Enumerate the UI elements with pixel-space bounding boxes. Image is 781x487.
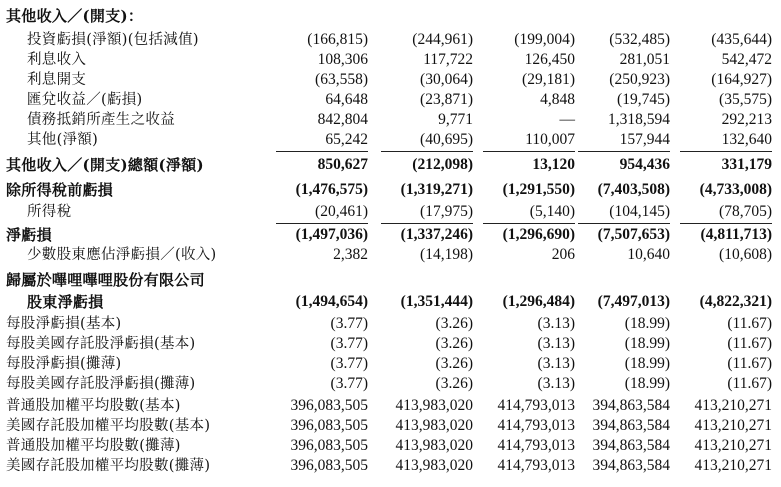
value-cell: 413,983,020 bbox=[395, 397, 473, 414]
value-cell: (3.13) bbox=[537, 355, 575, 372]
subtotal-rule bbox=[680, 223, 772, 224]
value-cell: (18.99) bbox=[624, 315, 670, 332]
value-cell: 842,804 bbox=[317, 111, 368, 128]
row-label: 普通股加權平均股數(基本) bbox=[6, 398, 181, 414]
value-cell: 413,210,271 bbox=[694, 417, 772, 434]
value-cell: (1,291,550) bbox=[502, 181, 575, 198]
value-cell: (18.99) bbox=[624, 355, 670, 372]
value-cell: (11.67) bbox=[727, 355, 772, 372]
value-cell: 13,120 bbox=[532, 156, 575, 173]
value-cell: 396,083,505 bbox=[290, 397, 368, 414]
value-cell: 65,242 bbox=[325, 131, 368, 148]
value-cell: (1,494,654) bbox=[295, 293, 368, 310]
value-cell: 10,640 bbox=[627, 246, 670, 263]
value-cell: 4,848 bbox=[540, 91, 575, 108]
value-cell: 394,863,584 bbox=[592, 397, 670, 414]
value-cell: (3.26) bbox=[435, 355, 473, 372]
table-row bbox=[0, 110, 781, 130]
value-cell: (78,705) bbox=[719, 203, 772, 220]
value-cell: (3.77) bbox=[330, 335, 368, 352]
value-cell: (23,871) bbox=[420, 91, 473, 108]
value-cell: 413,983,020 bbox=[395, 437, 473, 454]
row-label: 除所得稅前虧損 bbox=[6, 181, 114, 199]
row-label: 每股美國存託股淨虧損(攤薄) bbox=[6, 376, 196, 392]
value-cell: 413,210,271 bbox=[694, 437, 772, 454]
value-cell: 396,083,505 bbox=[290, 437, 368, 454]
value-cell: (212,098) bbox=[412, 156, 473, 173]
subtotal-rule bbox=[578, 223, 670, 224]
value-cell: — bbox=[559, 111, 575, 128]
row-label: 每股淨虧損(攤薄) bbox=[6, 356, 122, 372]
value-cell: (19,745) bbox=[617, 91, 670, 108]
value-cell: 1,318,594 bbox=[608, 111, 670, 128]
value-cell: 414,793,013 bbox=[497, 457, 575, 474]
table-row bbox=[0, 374, 781, 394]
value-cell: (4,733,008) bbox=[699, 181, 772, 198]
row-label: 其他(淨額) bbox=[27, 132, 99, 148]
row-label: 利息開支 bbox=[27, 72, 87, 88]
subtotal-rule bbox=[381, 223, 473, 224]
value-cell: (1,351,444) bbox=[400, 293, 473, 310]
value-cell: (250,923) bbox=[609, 71, 670, 88]
value-cell: (18.99) bbox=[624, 375, 670, 392]
value-cell: 108,306 bbox=[317, 51, 368, 68]
row-label: 所得稅 bbox=[27, 204, 72, 220]
row-label: 其他收入／(開支)總額(淨額) bbox=[6, 156, 204, 174]
value-cell: (3.77) bbox=[330, 315, 368, 332]
value-cell: 413,983,020 bbox=[395, 417, 473, 434]
subtotal-rule bbox=[578, 151, 670, 152]
value-cell: 126,450 bbox=[524, 51, 575, 68]
value-cell: (11.67) bbox=[727, 335, 772, 352]
value-cell: (244,961) bbox=[412, 31, 473, 48]
subtotal-rule bbox=[483, 223, 575, 224]
subtotal-rule bbox=[381, 151, 473, 152]
value-cell: (10,608) bbox=[719, 246, 772, 263]
table-row bbox=[0, 90, 781, 110]
row-label: 普通股加權平均股數(攤薄) bbox=[6, 438, 181, 454]
subtotal-rule bbox=[680, 151, 772, 152]
row-label: 每股淨虧損(基本) bbox=[6, 316, 122, 332]
value-cell: (3.77) bbox=[330, 375, 368, 392]
row-label: 匯兌收益／(虧損) bbox=[27, 92, 143, 108]
section-header: 其他收入／(開支)： bbox=[6, 7, 144, 25]
row-label: 股東淨虧損 bbox=[27, 293, 104, 311]
value-cell: 394,863,584 bbox=[592, 417, 670, 434]
value-cell: 117,722 bbox=[423, 51, 473, 68]
value-cell: 396,083,505 bbox=[290, 457, 368, 474]
value-cell: (7,403,508) bbox=[597, 181, 670, 198]
table-row bbox=[0, 155, 781, 175]
value-cell: (4,822,321) bbox=[699, 293, 772, 310]
value-cell: (3.77) bbox=[330, 355, 368, 372]
section-header-row bbox=[0, 6, 781, 26]
table-row bbox=[0, 416, 781, 436]
value-cell: 132,640 bbox=[721, 131, 772, 148]
value-cell: (14,198) bbox=[420, 246, 473, 263]
value-cell: (166,815) bbox=[307, 31, 368, 48]
value-cell: 414,793,013 bbox=[497, 397, 575, 414]
table-row bbox=[0, 334, 781, 354]
value-cell: 954,436 bbox=[619, 156, 670, 173]
value-cell: (199,004) bbox=[514, 31, 575, 48]
value-cell: (1,296,690) bbox=[502, 226, 575, 243]
table-row bbox=[0, 130, 781, 150]
value-cell: (3.26) bbox=[435, 335, 473, 352]
subtotal-rule bbox=[276, 223, 368, 224]
table-row bbox=[0, 202, 781, 222]
value-cell: (3.13) bbox=[537, 375, 575, 392]
row-label: 投資虧損(淨額)(包括減值) bbox=[27, 32, 199, 48]
value-cell: (3.13) bbox=[537, 335, 575, 352]
value-cell: (1,476,575) bbox=[295, 181, 368, 198]
row-label: 美國存託股加權平均股數(攤薄) bbox=[6, 458, 211, 474]
value-cell: (35,575) bbox=[719, 91, 772, 108]
value-cell: 64,648 bbox=[325, 91, 368, 108]
value-cell: 394,863,584 bbox=[592, 457, 670, 474]
value-cell: (3.13) bbox=[537, 315, 575, 332]
value-cell: (1,337,246) bbox=[400, 226, 473, 243]
table-row bbox=[0, 354, 781, 374]
value-cell: (3.26) bbox=[435, 375, 473, 392]
value-cell: 206 bbox=[551, 246, 575, 263]
table-row bbox=[0, 50, 781, 70]
row-label: 淨虧損 bbox=[6, 226, 52, 244]
value-cell: 292,213 bbox=[721, 111, 772, 128]
value-cell: (17,975) bbox=[420, 203, 473, 220]
value-cell: 394,863,584 bbox=[592, 437, 670, 454]
value-cell: 850,627 bbox=[317, 156, 368, 173]
table-row bbox=[0, 30, 781, 50]
table-row bbox=[0, 270, 781, 290]
value-cell: 331,179 bbox=[721, 156, 772, 173]
value-cell: (532,485) bbox=[609, 31, 670, 48]
row-label: 歸屬於嗶哩嗶哩股份有限公司 bbox=[6, 271, 205, 289]
row-label: 每股美國存託股淨虧損(基本) bbox=[6, 336, 196, 352]
value-cell: (7,507,653) bbox=[597, 226, 670, 243]
value-cell: (435,644) bbox=[711, 31, 772, 48]
table-row bbox=[0, 436, 781, 456]
row-label: 利息收入 bbox=[27, 52, 87, 68]
table-row bbox=[0, 292, 781, 312]
value-cell: 2,382 bbox=[333, 246, 368, 263]
value-cell: (63,558) bbox=[315, 71, 368, 88]
value-cell: 281,051 bbox=[619, 51, 670, 68]
table-row bbox=[0, 314, 781, 334]
value-cell: 9,771 bbox=[438, 111, 473, 128]
value-cell: (1,296,484) bbox=[502, 293, 575, 310]
value-cell: (7,497,013) bbox=[597, 293, 670, 310]
subtotal-rule bbox=[483, 151, 575, 152]
table-row bbox=[0, 225, 781, 245]
value-cell: 413,983,020 bbox=[395, 457, 473, 474]
table-row bbox=[0, 70, 781, 90]
subtotal-rule bbox=[276, 151, 368, 152]
value-cell: 413,210,271 bbox=[694, 397, 772, 414]
table-row bbox=[0, 180, 781, 200]
value-cell: (29,181) bbox=[522, 71, 575, 88]
table-row bbox=[0, 456, 781, 476]
value-cell: 110,007 bbox=[525, 131, 575, 148]
value-cell: 413,210,271 bbox=[694, 457, 772, 474]
value-cell: (4,811,713) bbox=[700, 226, 772, 243]
value-cell: (1,497,036) bbox=[295, 226, 368, 243]
table-row bbox=[0, 245, 781, 265]
value-cell: (18.99) bbox=[624, 335, 670, 352]
value-cell: (104,145) bbox=[609, 203, 670, 220]
table-row bbox=[0, 396, 781, 416]
value-cell: 396,083,505 bbox=[290, 417, 368, 434]
value-cell: (11.67) bbox=[727, 315, 772, 332]
value-cell: (11.67) bbox=[727, 375, 772, 392]
value-cell: (20,461) bbox=[315, 203, 368, 220]
value-cell: (3.26) bbox=[435, 315, 473, 332]
row-label: 少數股東應佔淨虧損／(收入) bbox=[27, 247, 217, 263]
value-cell: (40,695) bbox=[420, 131, 473, 148]
value-cell: 414,793,013 bbox=[497, 437, 575, 454]
value-cell: 157,944 bbox=[619, 131, 670, 148]
value-cell: (1,319,271) bbox=[400, 181, 473, 198]
value-cell: (30,064) bbox=[420, 71, 473, 88]
row-label: 美國存託股加權平均股數(基本) bbox=[6, 418, 211, 434]
value-cell: 542,472 bbox=[721, 51, 772, 68]
value-cell: (5,140) bbox=[529, 203, 575, 220]
row-label: 債務抵銷所產生之收益 bbox=[27, 112, 175, 128]
value-cell: (164,927) bbox=[711, 71, 772, 88]
value-cell: 414,793,013 bbox=[497, 417, 575, 434]
